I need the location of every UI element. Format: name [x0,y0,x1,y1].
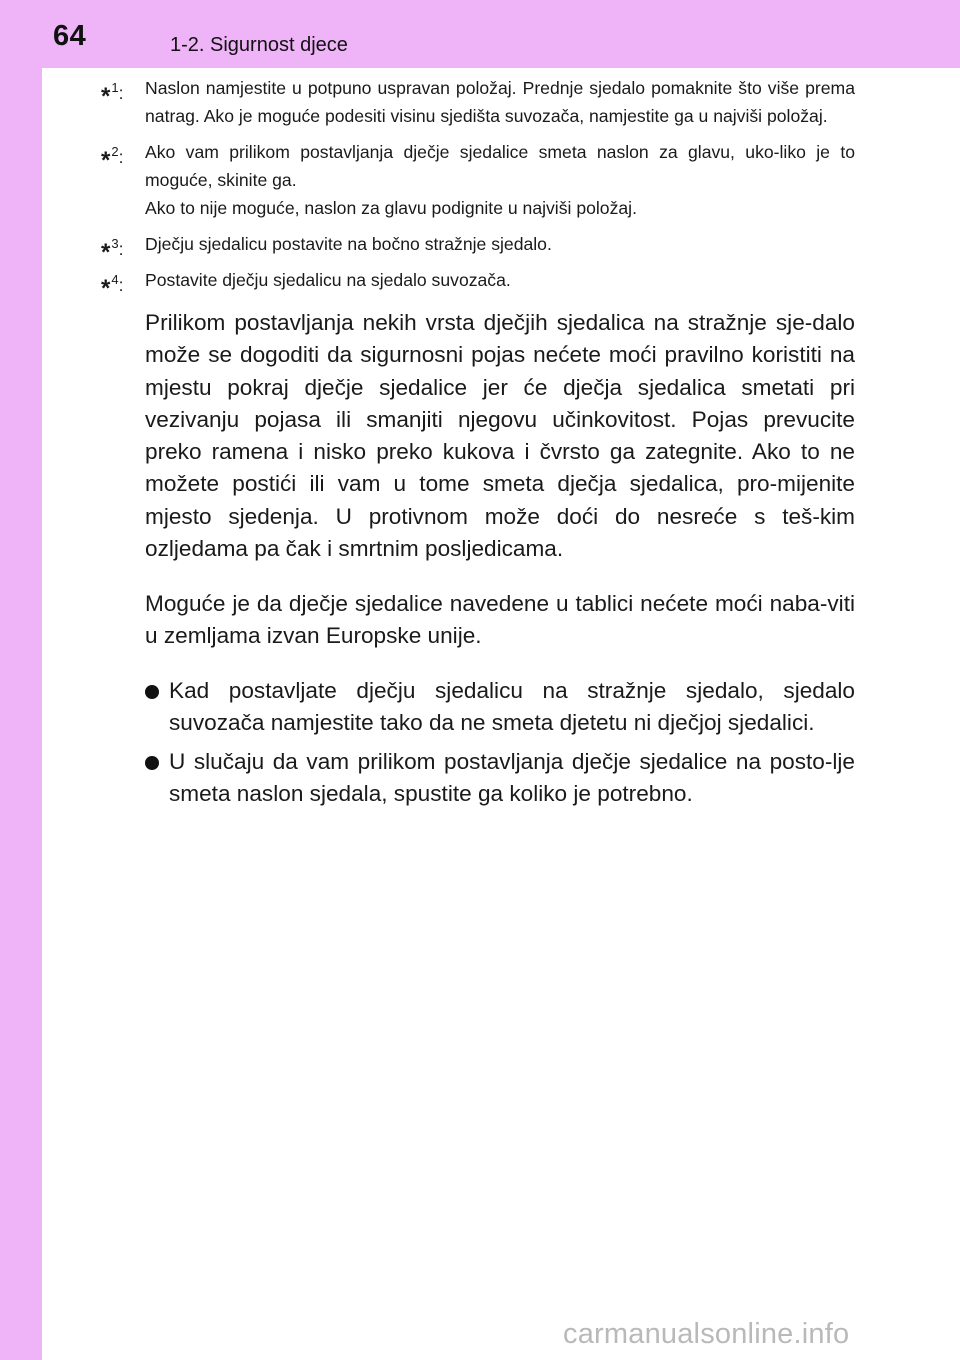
asterisk: * [101,274,111,302]
asterisk: * [101,238,111,266]
footnote-3 [97,230,855,266]
footnote-number: 2 [111,144,119,159]
page-number: 64 [53,20,87,52]
footnote-text: Dječju sjedalicu postavite na bočno stražnje sjedalo. [145,234,552,254]
footnote-marker [101,74,124,110]
header-band [0,0,960,68]
asterisk: * [101,146,111,174]
footnote-marker [101,230,124,266]
body-paragraph: Prilikom postavljanja nekih vrsta dječjih sjedalica na stražnje sje-dalo može se dogoditi da sigurnosni pojas nećete moći pravilno koristiti na mjestu pokraj dječje sjedalice jer će dječja sjedalica smetati pri vezivanju pojasa ili smanjiti njegovu učinkovitost. Pojas prevucite preko ramena i nisko preko kukova i čvrsto ga zategnite. Ako to ne možete postići ili vam u tome smeta dječja sjedalica, pro-mijenite mjesto sjedenja. U protivnom može doći do nesreće s teš-kim ozljedama pa čak i smrtnim posljedicama. [145,310,855,562]
footnote-text: Postavite dječju sjedalicu na sjedalo suvozača. [145,270,511,290]
footnote-1 [97,74,855,130]
section-title: 1-2. Sigurnost djece [170,34,348,56]
footnote-marker [101,138,124,174]
footnote-colon: : [118,82,124,103]
watermark: carmanualsonline.info [563,1318,850,1350]
side-color-strip [0,0,42,1360]
footnote-marker [101,266,124,302]
footnote-4 [97,266,855,302]
list-item-text: U slučaju da vam prilikom postavljanja dječje sjedalice na posto-lje smeta naslon sjedala, spustite ga koliko je potrebno. [169,748,855,807]
footnote-number: 3 [111,236,119,251]
footnote-text: Ako vam prilikom postavljanja dječje sjedalice smeta naslon za glavu, uko-liko je to moguće, skinite ga. [145,142,855,190]
footnote-text: Naslon namjestite u potpuno uspravan položaj. Prednje sjedalo pomaknite što više prema natrag. Ako je moguće podesiti visinu sjedišta suvozača, namjestite ga u najviši položaj. [145,78,855,126]
footnote-text: Ako to nije moguće, naslon za glavu podignite u najviši položaj. [145,198,637,218]
footnote-colon: : [118,274,124,295]
asterisk: * [101,82,111,110]
bullet-icon [145,756,159,770]
footnote-number: 4 [111,272,119,287]
bullet-list [145,675,855,810]
list-item-text: Kad postavljate dječju sjedalicu na stražnje sjedalo, sjedalo suvozača namjestite tako da ne smeta djetetu ni dječjoj sjedalici. [169,678,855,736]
bullet-icon [145,685,159,699]
list-item [145,746,855,811]
footnote-colon: : [118,146,124,167]
list-item [145,675,855,740]
footnote-2 [97,138,855,222]
body-paragraph: Moguće je da dječje sjedalice navedene u tablici nećete moći naba-viti u zemljama izvan Europske unije. [145,590,855,649]
page-content [97,74,855,816]
footnote-colon: : [118,238,124,259]
footnote-number: 1 [111,80,119,95]
